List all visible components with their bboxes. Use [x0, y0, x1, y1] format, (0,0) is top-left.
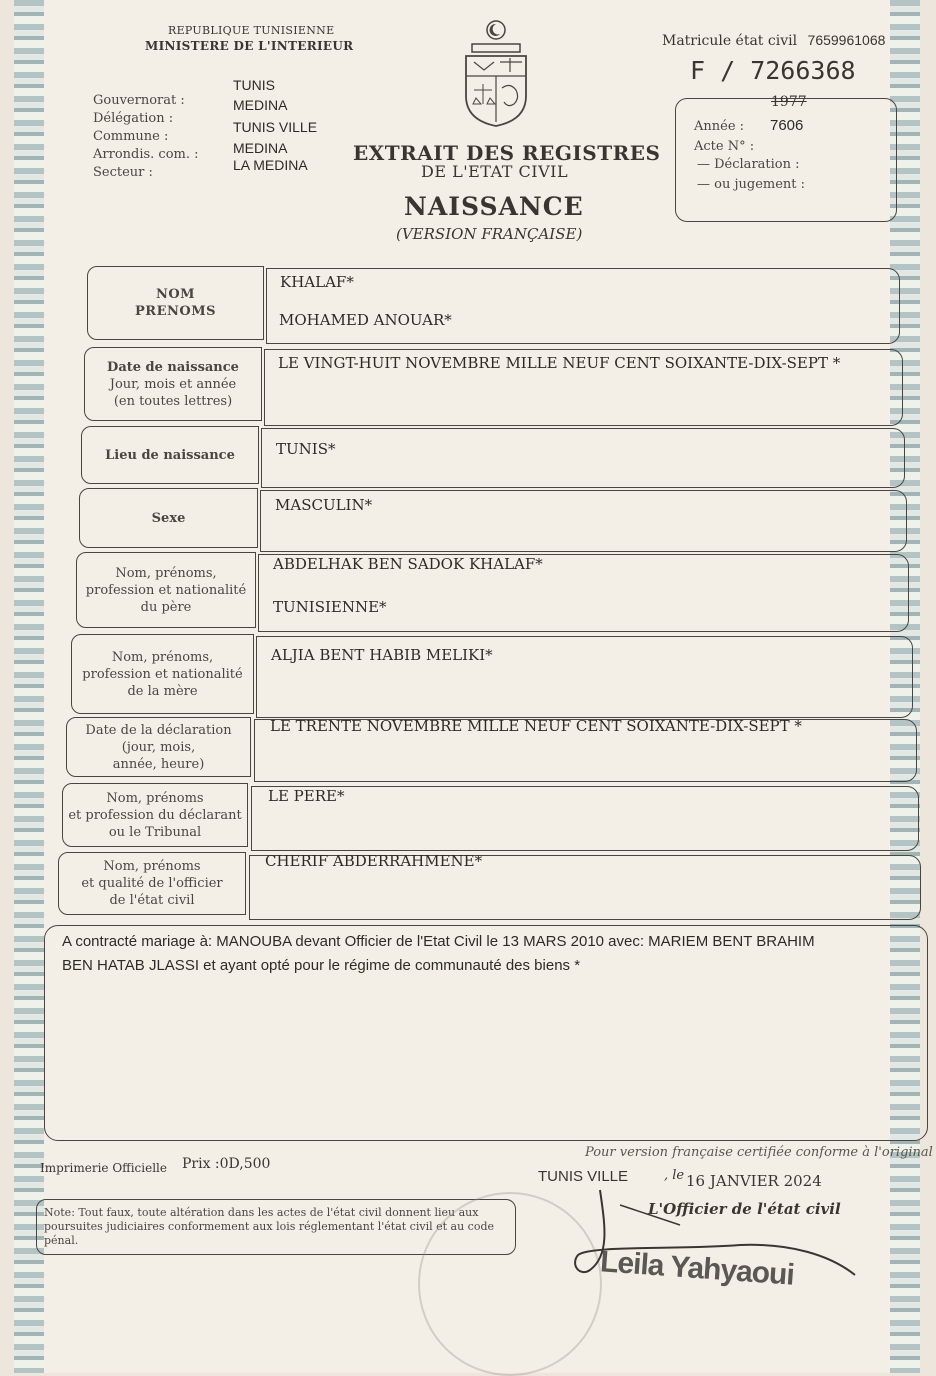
- date-naissance-label: [84, 347, 262, 421]
- coat-of-arms-icon: [460, 18, 532, 130]
- sexe-value: MASCULIN*: [275, 496, 373, 514]
- label-line: profession et nationalité: [82, 666, 243, 682]
- label-line: Jour, mois et année: [109, 376, 237, 392]
- lieu-naissance-value-box: [261, 428, 905, 488]
- commune-label: Commune :: [93, 129, 169, 144]
- lieu-naissance-value: TUNIS*: [276, 440, 336, 458]
- label-line: profession et nationalité: [85, 582, 247, 598]
- mere-value: ALJIA BENT HABIB MELIKI*: [271, 646, 493, 664]
- annee-label: Année :: [694, 119, 745, 134]
- label-line: et profession du déclarant: [68, 807, 242, 823]
- mentions-line-2: BEN HATAB JLASSI et ayant opté pour le régime de communauté des biens *: [62, 957, 581, 974]
- naissance-title: NAISSANCE: [404, 192, 584, 221]
- secteur-value: LA MEDINA: [233, 157, 308, 173]
- jugement-label: — ou jugement :: [697, 177, 806, 192]
- label-line: (en toutes lettres): [113, 393, 233, 409]
- label-line: ou le Tribunal: [108, 824, 202, 840]
- version-title: (VERSION FRANÇAISE): [396, 225, 583, 243]
- declarant-value-box: [251, 786, 919, 851]
- pere-name-value: ABDELHAK BEN SADOK KHALAF*: [273, 555, 543, 573]
- label-line: Nom, prénoms,: [115, 565, 217, 581]
- label-line: de la mère: [127, 683, 198, 699]
- issue-date: 16 JANVIER 2024: [686, 1172, 822, 1190]
- label-line: et qualité de l'officier: [81, 876, 223, 891]
- date-declaration-value: LE TRENTE NOVEMBRE MILLE NEUF CENT SOIXANTE-DIX-SEPT *: [270, 717, 802, 735]
- label-line: (jour, mois,: [121, 739, 196, 755]
- delegation-label: Délégation :: [93, 111, 174, 126]
- nom-prenoms-value-box: [266, 268, 900, 344]
- label-line: année, heure): [112, 756, 205, 772]
- officer-title: L'Officier de l'état civil: [648, 1200, 841, 1218]
- commune-value: TUNIS VILLE: [233, 119, 318, 135]
- ministry-heading: MINISTERE DE L'INTERIEUR: [145, 39, 354, 53]
- officier-value: CHERIF ABDERRAHMENE*: [265, 852, 483, 870]
- label-line: Nom, prénoms,: [111, 649, 214, 665]
- mere-label: [71, 634, 254, 714]
- label-line: Nom, prénoms: [103, 859, 201, 874]
- lieu-naissance-label: [81, 426, 259, 484]
- issue-le: , le: [664, 1168, 685, 1183]
- issue-place: TUNIS VILLE: [538, 1168, 629, 1185]
- etat-civil-title: DE L'ETAT CIVIL: [421, 162, 569, 181]
- sexe-label: [79, 488, 258, 548]
- arrondissement-value: MEDINA: [233, 140, 288, 156]
- matricule-label: Matricule état civil: [662, 33, 798, 49]
- label-line: NOM: [155, 287, 196, 302]
- officier-label: [58, 852, 246, 915]
- gouvernorat-value: TUNIS: [233, 77, 275, 93]
- label-line: Date de la déclaration: [85, 722, 232, 738]
- nom-value: KHALAF*: [280, 273, 354, 291]
- secteur-label: Secteur :: [93, 165, 153, 180]
- extrait-title: EXTRAIT DES REGISTRES: [353, 141, 661, 165]
- prenoms-value: MOHAMED ANOUAR*: [279, 311, 452, 329]
- label-line: PRENOMS: [135, 304, 216, 319]
- date-naissance-value: LE VINGT-HUIT NOVEMBRE MILLE NEUF CENT SOIXANTE-DIX-SEPT *: [278, 354, 841, 372]
- location-labels: [93, 92, 199, 182]
- label-line: Lieu de naissance: [105, 447, 235, 463]
- label-line: Sexe: [151, 510, 186, 526]
- arrondissement-label: Arrondis. com. :: [93, 147, 199, 162]
- label-line: du père: [140, 599, 192, 615]
- matricule-value: 7659961068: [807, 32, 886, 48]
- declaration-label: — Déclaration :: [697, 157, 800, 172]
- matricule: [662, 32, 885, 49]
- mentions-line-1: A contracté mariage à: MANOUBA devant Officier de l'Etat Civil le 13 MARS 2010 avec: MARIEM BENT BRAHIM: [62, 933, 815, 950]
- republic-heading: REPUBLIQUE TUNISIENNE: [168, 24, 335, 37]
- note-label: Note: [44, 1206, 72, 1219]
- acte-label: Acte N° :: [694, 139, 755, 154]
- declarant-label: [62, 783, 248, 847]
- annee-value: 7606: [770, 117, 804, 134]
- prix: Prix :0D,500: [182, 1156, 271, 1172]
- declarant-value: LE PERE*: [268, 787, 345, 805]
- label-line: de l'état civil: [109, 893, 195, 908]
- date-declaration-label: [66, 717, 251, 777]
- serial-number: F / 7266368: [690, 56, 856, 85]
- imprimerie: Imprimerie Officielle: [40, 1161, 167, 1175]
- signature: Leila Yahyaoui: [599, 1245, 795, 1292]
- gouvernorat-label: Gouvernorat :: [93, 93, 185, 108]
- note-body: : Tout faux, toute altération dans les actes de l'état civil donnent lieu aux poursuites judiciaires conformement aux lois réglementant l'état civil et au code pénal.: [44, 1206, 495, 1247]
- pere-nationality-value: TUNISIENNE*: [273, 598, 387, 616]
- pere-label: [76, 552, 256, 628]
- delegation-value: MEDINA: [233, 97, 288, 113]
- acte-year: 1977: [771, 94, 807, 110]
- label-line: Date de naissance: [107, 359, 239, 375]
- nom-prenoms-label: [87, 266, 264, 340]
- certified-text: Pour version française certifiée conforme à l'original: [585, 1145, 933, 1160]
- label-line: Nom, prénoms: [106, 790, 204, 806]
